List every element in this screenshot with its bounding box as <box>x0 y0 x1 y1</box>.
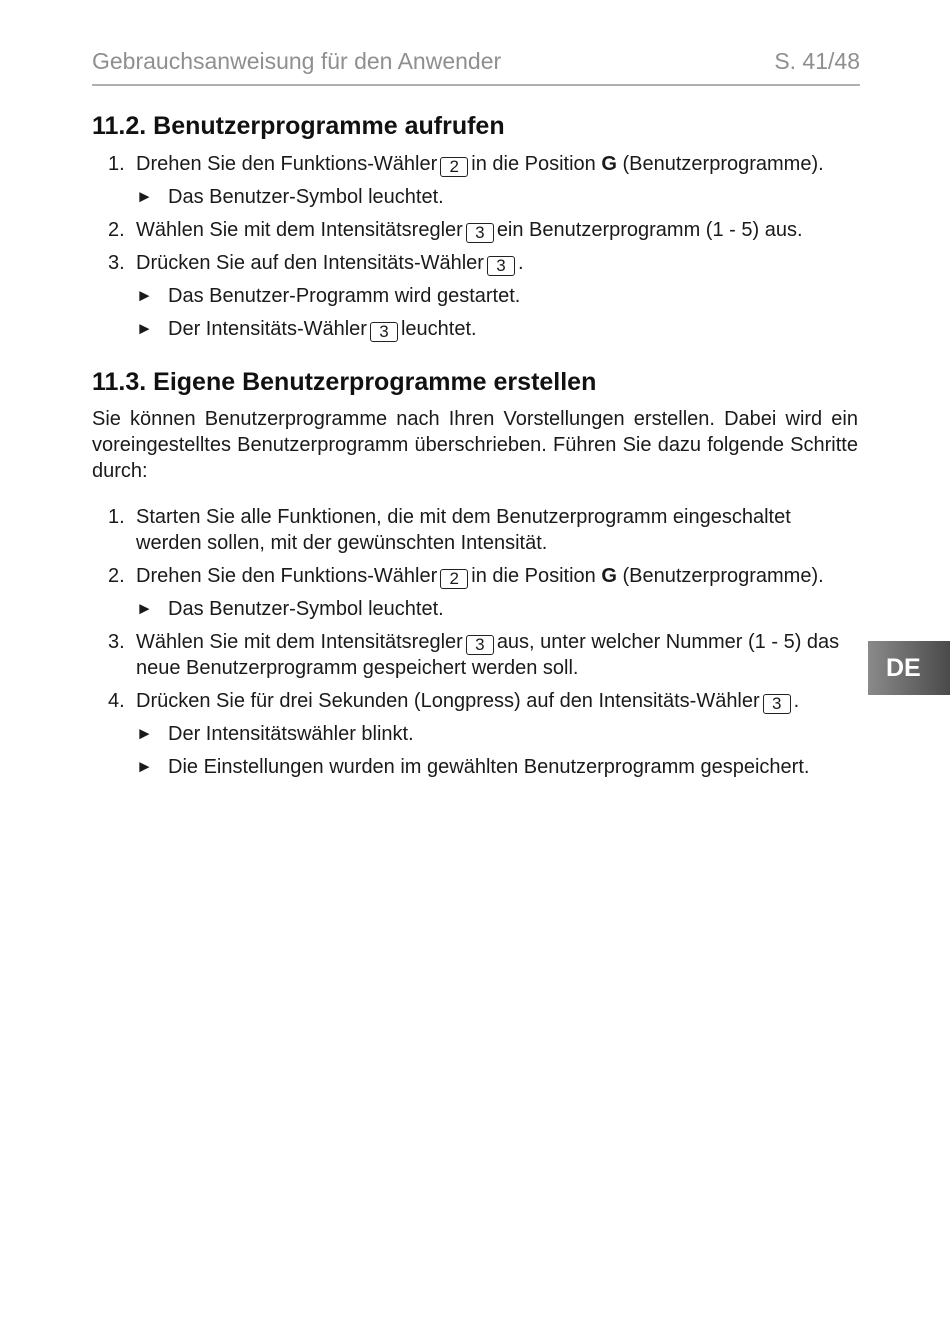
section-intro: Sie können Benutzerprogramme nach Ihren Vorstellungen erstellen. Dabei wird ein voreingestelltes Benutzerprogramm überschrieben. Führen Sie dazu folgende Schritte durch: <box>92 408 858 482</box>
step-item: 1. Drehen Sie den Funktions-Wähler 2 in die Position G (Benutzerprogramme). <box>108 153 824 176</box>
key-label: 3 <box>370 322 398 342</box>
arrow-right-icon: ► <box>136 757 153 776</box>
result-item: ► Das Benutzer-Programm wird gestartet. <box>136 285 521 307</box>
step-item: 4. Drücken Sie für drei Sekunden (Longpress) auf den Intensitäts-Wähler 3 . <box>108 690 800 713</box>
step-item: 2. Wählen Sie mit dem Intensitätsregler 3 ein Benutzerprogramm (1 - 5) aus. <box>108 219 803 242</box>
key-label: 2 <box>440 157 468 177</box>
result-item: ► Die Einstellungen wurden im gewählten Benutzerprogramm gespeichert. <box>136 756 810 778</box>
steps-list-11-2 <box>92 151 858 342</box>
main-content <box>92 108 858 780</box>
section-heading-11-2: 11.2. Benutzerprogramme aufrufen <box>92 112 505 140</box>
document-title: Gebrauchsanweisung für den Anwender <box>92 48 502 74</box>
language-tab: DE <box>868 641 950 695</box>
arrow-right-icon: ► <box>136 599 153 618</box>
key-label: 3 <box>487 256 515 276</box>
arrow-right-icon: ► <box>136 724 153 743</box>
arrow-right-icon: ► <box>136 187 153 206</box>
key-label: 3 <box>466 635 494 655</box>
result-item: ► Das Benutzer-Symbol leuchtet. <box>136 186 444 208</box>
page-number: S. 41/48 <box>774 48 860 74</box>
arrow-right-icon: ► <box>136 319 153 338</box>
key-label: 2 <box>440 569 468 589</box>
section-heading-11-3: 11.3. Eigene Benutzerprogramme erstellen <box>92 368 597 396</box>
result-item: ► Das Benutzer-Symbol leuchtet. <box>136 598 444 620</box>
key-label: 3 <box>466 223 494 243</box>
key-label: 3 <box>763 694 791 714</box>
step-item: 3. Wählen Sie mit dem Intensitätsregler 3 aus, unter welcher Nummer (1 - 5) das neue Benutzerprogramm gespeichert werden soll. <box>108 631 840 679</box>
arrow-right-icon: ► <box>136 286 153 305</box>
step-item: 2. Drehen Sie den Funktions-Wähler 2 in die Position G (Benutzerprogramme). <box>108 565 824 588</box>
result-item: ► Der Intensitätswähler blinkt. <box>136 723 414 745</box>
step-item: 1. Starten Sie alle Funktionen, die mit dem Benutzerprogramm eingeschaltet werden sollen, mit der gewünschten Intensität. <box>108 506 791 554</box>
page-header <box>92 48 860 86</box>
step-item: 3. Drücken Sie auf den Intensitäts-Wähler 3 . <box>108 252 524 275</box>
result-item: ► Der Intensitäts-Wähler 3 leuchtet. <box>136 318 477 341</box>
steps-list-11-3 <box>92 504 858 780</box>
